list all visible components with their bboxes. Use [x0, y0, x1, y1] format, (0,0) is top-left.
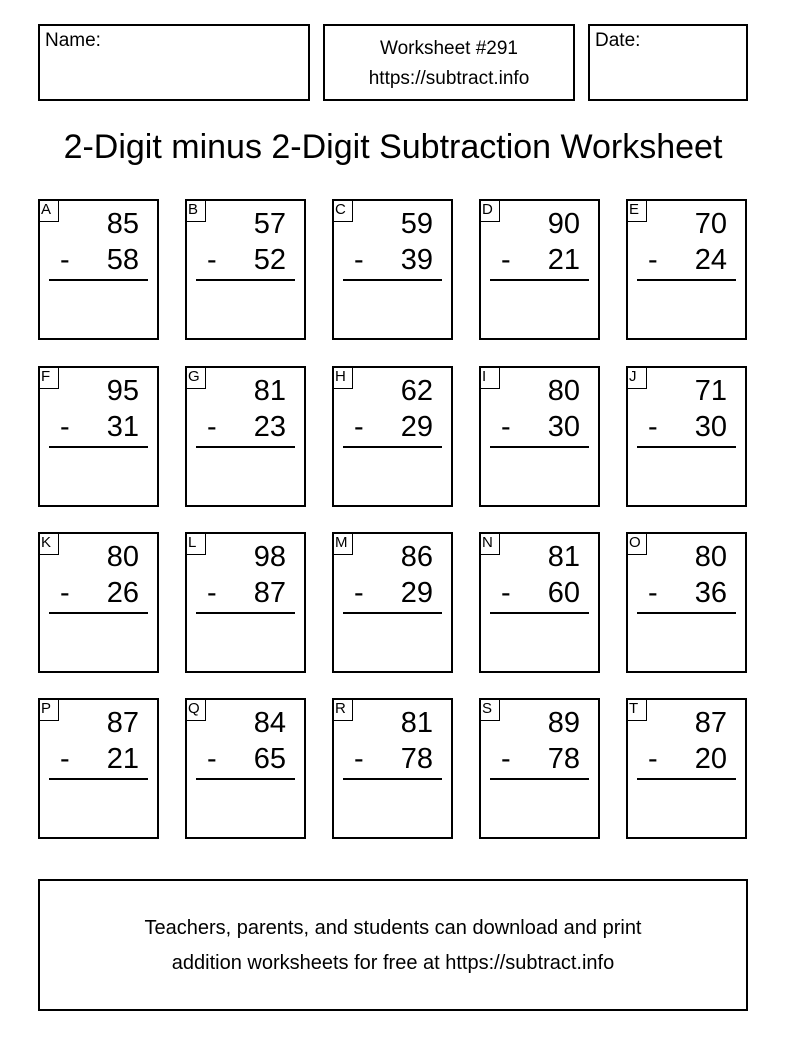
- subtrahend: 39: [400, 244, 433, 276]
- minus-sign: -: [60, 743, 70, 775]
- minus-sign: -: [354, 411, 364, 443]
- minus-sign: -: [648, 244, 658, 276]
- subtrahend: 24: [694, 244, 727, 276]
- minuend: 81: [547, 541, 580, 573]
- minuend: 98: [253, 541, 286, 573]
- problem-letter: J: [626, 366, 647, 389]
- subtrahend: 30: [547, 411, 580, 443]
- answer-line: [343, 612, 442, 614]
- minuend: 80: [547, 375, 580, 407]
- problem-letter: C: [332, 199, 353, 222]
- footer-line-1: Teachers, parents, and students can download and print: [144, 917, 642, 939]
- answer-space[interactable]: [343, 618, 442, 665]
- minuend: 57: [253, 208, 286, 240]
- answer-space[interactable]: [637, 285, 736, 332]
- minuend: 87: [694, 707, 727, 739]
- subtrahend: 26: [106, 577, 139, 609]
- footer-line-2: addition worksheets for free at https://subtract.info: [171, 952, 615, 974]
- problem-card: [626, 698, 747, 839]
- minuend: 80: [106, 541, 139, 573]
- problem-letter: K: [38, 532, 59, 555]
- name-field[interactable]: [38, 24, 310, 101]
- minus-sign: -: [207, 411, 217, 443]
- subtrahend: 87: [253, 577, 286, 609]
- answer-space[interactable]: [49, 452, 148, 499]
- problem-letter: B: [185, 199, 206, 222]
- minus-sign: -: [648, 743, 658, 775]
- problem-letter: R: [332, 698, 353, 721]
- minus-sign: -: [60, 411, 70, 443]
- subtrahend: 21: [106, 743, 139, 775]
- problem-letter: O: [626, 532, 647, 555]
- problem-letter: M: [332, 532, 353, 555]
- minus-sign: -: [354, 244, 364, 276]
- subtrahend: 30: [694, 411, 727, 443]
- subtrahend: 58: [106, 244, 139, 276]
- minuend: 70: [694, 208, 727, 240]
- answer-line: [49, 778, 148, 780]
- minuend: 87: [106, 707, 139, 739]
- answer-line: [196, 778, 295, 780]
- problem-card: [38, 532, 159, 673]
- problem-letter: G: [185, 366, 206, 389]
- minus-sign: -: [501, 411, 511, 443]
- answer-line: [343, 446, 442, 448]
- subtrahend: 52: [253, 244, 286, 276]
- answer-line: [490, 446, 589, 448]
- subtrahend: 31: [106, 411, 139, 443]
- problem-card: [626, 199, 747, 340]
- answer-line: [637, 279, 736, 281]
- subtrahend: 29: [400, 577, 433, 609]
- minuend: 95: [106, 375, 139, 407]
- minus-sign: -: [60, 244, 70, 276]
- answer-line: [196, 279, 295, 281]
- subtrahend: 29: [400, 411, 433, 443]
- worksheet-number: Worksheet #291: [379, 38, 518, 59]
- minuend: 84: [253, 707, 286, 739]
- problem-card: [479, 532, 600, 673]
- subtrahend: 65: [253, 743, 286, 775]
- minus-sign: -: [501, 244, 511, 276]
- problem-letter: Q: [185, 698, 206, 721]
- answer-line: [196, 446, 295, 448]
- problem-letter: L: [185, 532, 206, 555]
- problem-card: [332, 532, 453, 673]
- answer-space[interactable]: [343, 285, 442, 332]
- answer-space[interactable]: [196, 285, 295, 332]
- worksheet-url[interactable]: https://subtract.info: [368, 68, 530, 89]
- problem-card: [479, 366, 600, 507]
- problem-card: [332, 366, 453, 507]
- answer-line: [49, 612, 148, 614]
- minuend: 81: [400, 707, 433, 739]
- problem-card: [38, 366, 159, 507]
- subtrahend: 36: [694, 577, 727, 609]
- minus-sign: -: [501, 577, 511, 609]
- minus-sign: -: [501, 743, 511, 775]
- problem-card: [626, 532, 747, 673]
- answer-line: [637, 446, 736, 448]
- subtrahend: 78: [547, 743, 580, 775]
- minus-sign: -: [648, 411, 658, 443]
- answer-space[interactable]: [343, 784, 442, 831]
- minus-sign: -: [207, 577, 217, 609]
- problem-letter: T: [626, 698, 647, 721]
- problem-letter: S: [479, 698, 500, 721]
- answer-line: [490, 279, 589, 281]
- minuend: 62: [400, 375, 433, 407]
- answer-space[interactable]: [196, 452, 295, 499]
- answer-line: [343, 279, 442, 281]
- minus-sign: -: [354, 577, 364, 609]
- answer-line: [343, 778, 442, 780]
- answer-space[interactable]: [490, 784, 589, 831]
- problem-card: [332, 199, 453, 340]
- subtrahend: 23: [253, 411, 286, 443]
- problem-card: [332, 698, 453, 839]
- problem-card: [185, 532, 306, 673]
- answer-space[interactable]: [343, 452, 442, 499]
- problem-card: [626, 366, 747, 507]
- answer-space[interactable]: [637, 784, 736, 831]
- answer-space[interactable]: [490, 452, 589, 499]
- minuend: 59: [400, 208, 433, 240]
- answer-space[interactable]: [49, 285, 148, 332]
- minuend: 71: [694, 375, 727, 407]
- date-label: Date:: [595, 30, 641, 51]
- minuend: 85: [106, 208, 139, 240]
- subtrahend: 21: [547, 244, 580, 276]
- problem-card: [38, 199, 159, 340]
- answer-space[interactable]: [490, 285, 589, 332]
- problem-letter: N: [479, 532, 500, 555]
- problem-letter: F: [38, 366, 59, 389]
- answer-line: [637, 612, 736, 614]
- footer-box: [38, 879, 748, 1011]
- answer-space[interactable]: [637, 618, 736, 665]
- answer-line: [49, 279, 148, 281]
- problem-card: [185, 199, 306, 340]
- answer-space[interactable]: [49, 618, 148, 665]
- minus-sign: -: [207, 244, 217, 276]
- problem-card: [185, 698, 306, 839]
- problem-card: [38, 698, 159, 839]
- problem-letter: D: [479, 199, 500, 222]
- problem-card: [185, 366, 306, 507]
- answer-line: [49, 446, 148, 448]
- minuend: 89: [547, 707, 580, 739]
- answer-line: [196, 612, 295, 614]
- problem-card: [479, 199, 600, 340]
- date-field[interactable]: [588, 24, 748, 101]
- problem-letter: E: [626, 199, 647, 222]
- problem-letter: H: [332, 366, 353, 389]
- answer-line: [490, 778, 589, 780]
- problem-letter: P: [38, 698, 59, 721]
- minus-sign: -: [60, 577, 70, 609]
- minus-sign: -: [207, 743, 217, 775]
- minuend: 81: [253, 375, 286, 407]
- problem-letter: I: [479, 366, 500, 389]
- answer-space[interactable]: [196, 784, 295, 831]
- problem-card: [479, 698, 600, 839]
- minus-sign: -: [648, 577, 658, 609]
- page-title: 2-Digit minus 2-Digit Subtraction Worksheet: [63, 128, 723, 166]
- answer-space[interactable]: [490, 618, 589, 665]
- minus-sign: -: [354, 743, 364, 775]
- minuend: 90: [547, 208, 580, 240]
- problem-letter: A: [38, 199, 59, 222]
- worksheet-info-box: [323, 24, 575, 101]
- subtrahend: 20: [694, 743, 727, 775]
- answer-space[interactable]: [196, 618, 295, 665]
- subtrahend: 78: [400, 743, 433, 775]
- name-label: Name:: [45, 30, 101, 51]
- minuend: 80: [694, 541, 727, 573]
- minuend: 86: [400, 541, 433, 573]
- answer-line: [490, 612, 589, 614]
- answer-line: [637, 778, 736, 780]
- answer-space[interactable]: [49, 784, 148, 831]
- answer-space[interactable]: [637, 452, 736, 499]
- subtrahend: 60: [547, 577, 580, 609]
